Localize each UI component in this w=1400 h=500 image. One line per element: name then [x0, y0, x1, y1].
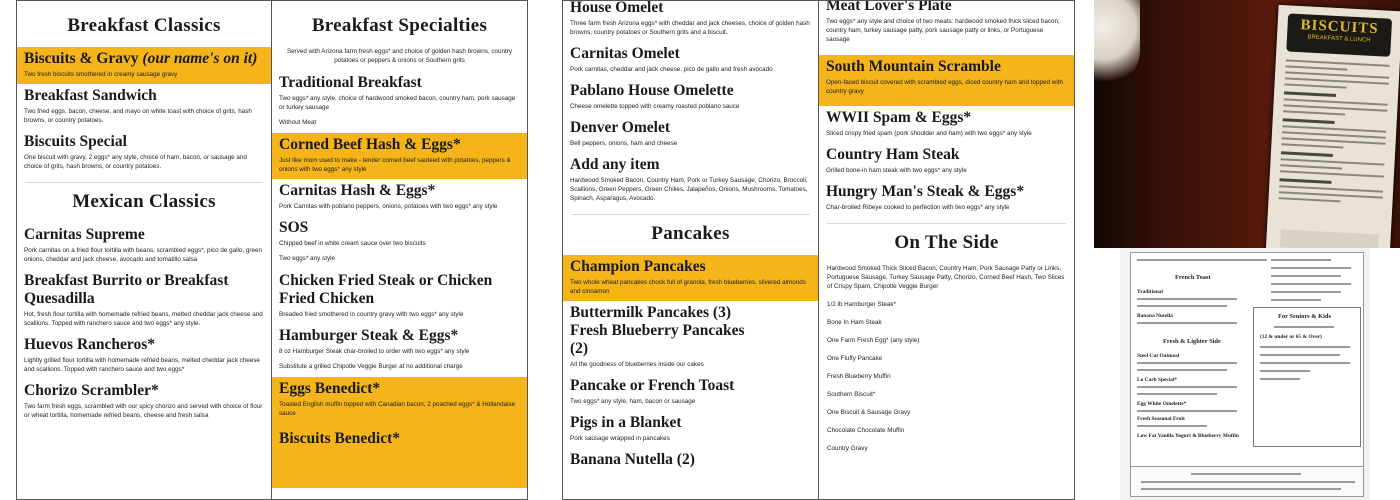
menu-item [563, 79, 818, 116]
menu-page-breakfast [16, 0, 528, 500]
menu-item-desc: Lightly grilled flour tortilla with homemade refried beans, melted cheddar jack cheese and scallions. Topped with ranchero sauce and two eggs* [24, 357, 260, 373]
menu-item-name: Biscuits Special [24, 133, 127, 150]
column-right [272, 1, 527, 499]
menu-item-name: Add any item [570, 156, 660, 173]
menu-item-desc: Pork Carnitas with poblano peppers, onions, potatoes with two eggs* any style [279, 203, 498, 210]
side-items-list [819, 264, 1074, 453]
menu-item-desc: Two fresh biscuits smothered in creamy sausage gravy [24, 71, 178, 78]
menu-item [17, 47, 271, 84]
menu-item [563, 301, 818, 374]
menu-item-name: Biscuits & Gravy [24, 50, 143, 67]
menu-item-name: Traditional Breakfast [279, 74, 422, 91]
menu-item-name: Meat Lover's Plate [826, 1, 952, 14]
section-title-mexican-classics: Mexican Classics [72, 191, 216, 212]
thumb-item: Traditional [1137, 289, 1163, 295]
side-item: Southern Biscuit* [827, 391, 876, 398]
menu-item-desc: All the goodness of blueberries inside our cakes [570, 361, 704, 368]
menu-item-name: Carnitas Omelet [570, 45, 680, 62]
menu-item-desc: Two eggs* any style, choice of hardwood smoked bacon, country ham, pork sausage or turkey sausage [279, 95, 516, 111]
section-title-pancakes: Pancakes [651, 223, 730, 244]
thumb-item: Egg White Omelette* [1137, 401, 1187, 407]
menu-item [563, 255, 818, 301]
menu-item-name: Buttermilk Pancakes (3) Fresh Blueberry Pancakes (2) [570, 304, 745, 357]
menu-item-desc: 8 oz Hamburger Steak char-broiled to order with two eggs* any style [279, 348, 470, 355]
logo-text: BISCUITS [1300, 17, 1379, 38]
printed-menu-cover [1265, 5, 1400, 248]
menu-item-name: Carnitas Supreme [24, 226, 145, 243]
thumb-item: Lo Carb Special* [1137, 377, 1178, 383]
column-left [563, 1, 819, 499]
menu-item-desc: Two fried eggs, bacon, cheese, and mayo on white toast with choice of grits, hash browns, or country potatoes. [24, 108, 252, 124]
menu-item [272, 377, 527, 488]
column-left [17, 1, 272, 499]
menu-item-name: Denver Omelet [570, 119, 670, 136]
side-item: Bone In Ham Steak [827, 319, 882, 326]
menu-page-thumbnail [1120, 248, 1370, 500]
menu-item [17, 223, 271, 269]
divider [827, 223, 1066, 224]
menu-item-desc: Breaded fried smothered in country gravy with two eggs* any style [279, 311, 464, 318]
menu-item-name: Chicken Fried Steak or Chicken Fried Chicken [279, 272, 493, 307]
side-item: Country Gravy [827, 445, 868, 452]
menu-item-desc: Two eggs* any style, ham, bacon or sausage [570, 398, 696, 405]
menu-item-name: Breakfast Burrito or Breakfast Quesadilla [24, 272, 229, 307]
menu-item [17, 84, 271, 130]
menu-item [819, 143, 1074, 180]
menu-item-name: House Omelet [570, 1, 664, 16]
section-intro: Served with Arizona farm fresh eggs* and choice of golden hash browns, country potatoes or peppers & onions or Southern grits [286, 48, 513, 64]
menu-item [563, 411, 818, 448]
thumb-item: Banana Nutella [1137, 313, 1173, 319]
menu-item-name: WWII Spam & Eggs* [826, 109, 972, 126]
light-glare [1094, 0, 1140, 90]
menu-item-name: Huevos Rancheros* [24, 336, 156, 353]
menu-item-name: Hamburger Steak & Eggs* [279, 327, 459, 344]
side-item: Fresh Blueberry Muffin [827, 373, 891, 380]
menu-item [272, 71, 527, 117]
menu-item-name: Hungry Man's Steak & Eggs* [826, 183, 1025, 200]
menu-item [17, 379, 271, 425]
thumb-item: Steel Cut Oatmeal [1137, 353, 1180, 359]
thumb-heading: For Seniors & Kids [1278, 313, 1331, 320]
menu-item-name: Country Ham Steak [826, 146, 960, 163]
menu-item [17, 269, 271, 333]
menu-item-desc: Two farm fresh eggs, scrambled with our spicy chorizo and served with choice of flour or wheat tortilla, homemade refried beans, cheese and fresh salsa [24, 403, 263, 419]
menu-item-desc: Chipped beef in white cream sauce over two biscuits [279, 240, 426, 247]
thumb-footer [1131, 466, 1363, 496]
menu-item-name: Pablano House Omelette [570, 82, 734, 99]
menu-item-desc: Pork carnitas on a fried flour tortilla with beans, scrambled eggs*, pico de gallo, green onions, cheddar and jack cheese, avocado and tomatillo salsa [24, 247, 263, 263]
menu-item-desc: Hot, fresh flour tortilla with homemade refried beans, melted cheddar jack cheese and scallions. Topped with ranchero sauce and two eggs* any style. [24, 311, 263, 327]
menu-item-name: Carnitas Hash & Eggs* [279, 182, 436, 199]
thumb-item: Low Fat Vanilla Yogurt & Blueberry Muffin [1137, 433, 1239, 439]
divider [571, 214, 810, 215]
side-item: One Biscuit & Sausage Gravy [827, 409, 911, 416]
section-title-breakfast-specialties: Breakfast Specialties [311, 15, 488, 36]
menu-item [563, 42, 818, 79]
side-item: Hardwood Smoked Thick Sliced Bacon, Country Ham, Pork Sausage Patty or Links, Portuguese Sausage, Turkey Sausage Patty, Chorizo, Corned Beef Hash, Two Slices of Crispy Spam, Chipotle Veggie Burger [827, 265, 1065, 290]
menu-item-name: Chorizo Scrambler* [24, 382, 159, 399]
menu-item-option: Two eggs* any style [279, 255, 336, 262]
menu-item [819, 106, 1074, 143]
menu-item-desc: Sliced crispy fried spam (pork shoulder and ham) with two eggs* any style [826, 130, 1032, 137]
menu-item [17, 333, 271, 379]
column-right [819, 1, 1074, 499]
menu-item-name-note: (our name's on it) [142, 50, 258, 67]
menu-item [819, 180, 1074, 217]
menu-item-desc: One biscuit with gravy, 2 eggs* any style, choice of ham, bacon, or sausage and choice of grits, hash browns, or country potatoes. [24, 154, 247, 170]
menu-item-name: Banana Nutella (2) [570, 451, 695, 468]
menu-item-name: South Mountain Scramble [826, 58, 1001, 75]
menu-item [819, 1, 1074, 49]
menu-item-desc: Two whole wheat pancakes chock full of granola, fresh blueberries, slivered almonds and cinnamon [570, 279, 806, 295]
menu-item-name: Pigs in a Blanket [570, 414, 682, 431]
side-item: One Farm Fresh Egg* (any style) [827, 337, 920, 344]
menu-item-desc: Grilled bone-in ham steak with two eggs* any style [826, 167, 967, 174]
thumb-heading: Fresh & Lighter Side [1163, 338, 1221, 345]
menu-item-option: Substitute a grilled Chipotle Veggie Burger at no additional charge [279, 363, 463, 370]
menu-item-desc: Open-faced biscuit covered with scrambled eggs, diced country ham and topped with country gravy [826, 79, 1063, 95]
thumb-item: (12 & under or 65 & Over) [1260, 334, 1322, 340]
menu-item-name: Biscuits Benedict* [279, 430, 400, 447]
side-item: One Fluffy Pancake [827, 355, 883, 362]
menu-item-desc: Three farm fresh Arizona eggs* with cheddar and jack cheeses, choice of golden hash browns, country potatoes or Southern grits and a biscuit. [570, 20, 810, 36]
section-title-breakfast-classics: Breakfast Classics [67, 15, 221, 36]
menu-item-name: SOS [279, 219, 309, 236]
divider [25, 182, 263, 183]
menu-item-name: Eggs Benedict* [279, 380, 381, 397]
menu-item [272, 179, 527, 216]
menu-item [563, 374, 818, 411]
menu-text-lines [1278, 59, 1389, 208]
address-block [1280, 229, 1379, 248]
menu-item-desc: Pork sausage wrapped in pancakes [570, 435, 670, 442]
menu-item [563, 448, 818, 474]
menu-item-option: Without Meat [279, 119, 317, 126]
side-item: Chocolate Chocolate Muffin [827, 427, 905, 434]
thumb-heading: French Toast [1175, 274, 1211, 281]
menu-item-desc: Hardwood Smoked Bacon, Country Ham, Pork or Turkey Sausage, Chorizo, Broccoli, Scallions, Green Peppers, Green Chilies, Jalapeños, Onions, Mushrooms, Tomatoes, Spinach, Asparagus, Avocado. [570, 177, 808, 202]
menu-item-name: Champion Pancakes [570, 258, 706, 275]
menu-item [272, 133, 527, 179]
menu-cover-photo [1094, 0, 1400, 248]
seniors-kids-box [1253, 307, 1361, 447]
section-title-on-the-side: On The Side [894, 232, 999, 253]
menu-item [272, 269, 527, 324]
logo-tagline: BREAKFAST & LUNCH [1307, 34, 1371, 44]
menu-item [563, 116, 818, 153]
menu-item-desc: Two eggs* any style and choice of two meats: hardwood smoked thick sliced bacon, country ham, turkey sausage patty, pork sausage patty or links, or Portuguese sausage [826, 18, 1060, 43]
menu-item [563, 1, 818, 42]
menu-item-desc: Char-broiled Ribeye cooked to perfection with two eggs* any style [826, 204, 1010, 211]
menu-item-name: Pancake or French Toast [570, 377, 735, 394]
thumb-item: Fresh Seasonal Fruit [1137, 416, 1185, 422]
restaurant-logo [1286, 13, 1392, 56]
side-item: 1/2 lb Hamburger Steak* [827, 301, 896, 308]
menu-item [17, 130, 271, 176]
menu-item-desc: Bell peppers, onions, ham and cheese [570, 140, 678, 147]
menu-item-name: Corned Beef Hash & Eggs* [279, 136, 461, 153]
menu-item-name: Breakfast Sandwich [24, 87, 157, 104]
menu-item-desc: Just like mom used to make - tender corned beef sauteed with potatoes, peppers & onions with two eggs* any style [279, 157, 511, 173]
menu-item [272, 324, 527, 361]
menu-item [563, 153, 818, 208]
menu-item [272, 216, 527, 253]
menu-page [1130, 252, 1364, 497]
menu-page-omelets-pancakes [562, 0, 1075, 500]
menu-item [819, 55, 1074, 106]
menu-item-desc: Pork carnitas, cheddar and jack cheese, pico de gallo and fresh avocado [570, 66, 773, 73]
menu-item-desc: Toasted English muffin topped with Canadian bacon, 2 poached eggs* & Hollandaise sauce [279, 401, 516, 417]
menu-item-desc: Cheese omelette topped with creamy roasted poblano sauce [570, 103, 740, 110]
